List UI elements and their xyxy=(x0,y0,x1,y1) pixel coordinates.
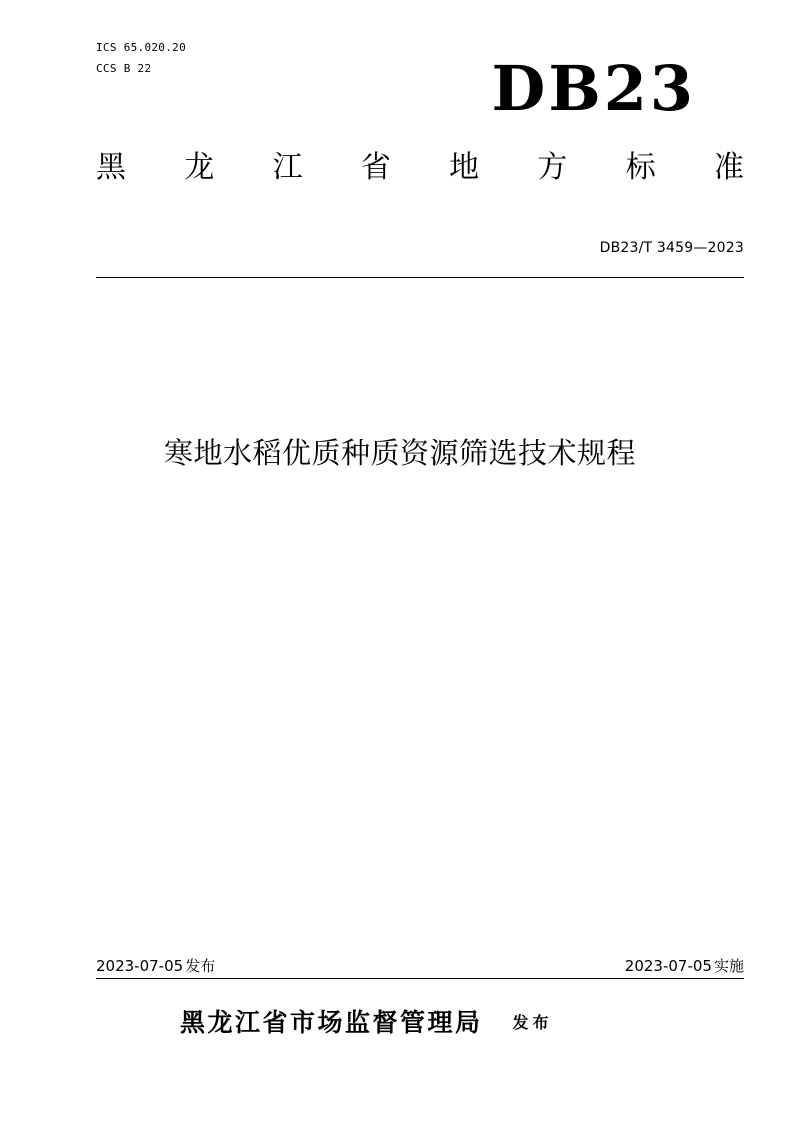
top-divider xyxy=(96,277,744,278)
release-date xyxy=(96,955,215,977)
standard-type-char: 省 xyxy=(360,150,391,185)
standard-type-char: 黑 xyxy=(96,150,126,185)
implement-date xyxy=(625,955,744,977)
document-title: 寒地水稻优质种质资源筛选技术规程 xyxy=(163,436,636,470)
standard-type-char: 方 xyxy=(537,150,568,185)
standard-type-char: 标 xyxy=(625,150,656,185)
db-logo: DB23 xyxy=(491,52,696,125)
date-row xyxy=(96,955,744,977)
ics-code: ICS 65.020.20 xyxy=(96,41,186,54)
standard-type-char: 地 xyxy=(449,150,480,185)
implement-date-label: 实施 xyxy=(713,957,744,975)
issuer-name: 黑龙江省市场监督管理局 xyxy=(180,1008,483,1037)
issuer-block xyxy=(180,1005,553,1041)
standard-type-char: 江 xyxy=(272,150,303,185)
standard-number: DB23/T 3459—2023 xyxy=(599,240,744,256)
ccs-code: CCS B 22 xyxy=(96,62,152,75)
release-date-value: 2023-07-05 xyxy=(96,957,184,975)
issuer-action: 发布 xyxy=(512,1013,553,1032)
release-date-label: 发布 xyxy=(185,957,216,975)
standard-type-char: 准 xyxy=(713,150,744,185)
standard-type-heading xyxy=(96,147,744,189)
bottom-divider xyxy=(96,978,744,979)
standard-type-char: 龙 xyxy=(184,150,215,185)
implement-date-value: 2023-07-05 xyxy=(624,957,712,975)
